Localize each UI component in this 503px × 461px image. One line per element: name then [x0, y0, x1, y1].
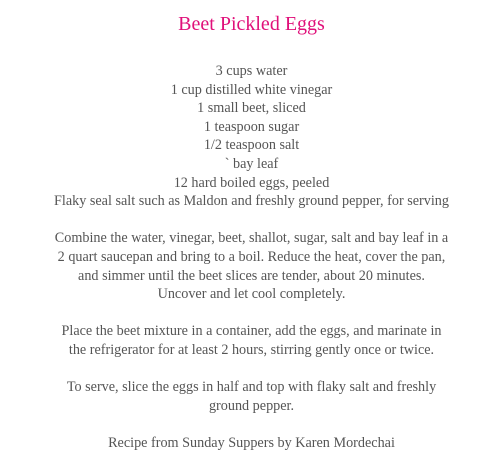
- ingredient-item: 1/2 teaspoon salt: [203, 137, 300, 154]
- instruction-line: Combine the water, vinegar, beet, shallot, sugar, salt and bay leaf in a: [54, 230, 449, 247]
- instruction-line: To serve, slice the eggs in half and top with flaky salt and freshly: [66, 379, 437, 396]
- ingredient-list: [0, 62, 503, 211]
- instruction-line: 2 quart saucepan and bring to a boil. Reduce the heat, cover the pan,: [57, 248, 446, 265]
- ingredient-item: 3 cups water: [215, 63, 288, 79]
- instruction-line: ground pepper.: [208, 397, 295, 414]
- instruction-line: and simmer until the beet slices are tender, about 20 minutes.: [78, 267, 425, 284]
- instruction-line: the refrigerator for at least 2 hours, stirring gently once or twice.: [68, 341, 435, 358]
- instruction-step-2: [0, 322, 503, 359]
- ingredient-item: 12 hard boiled eggs, peeled: [173, 174, 330, 191]
- ingredient-item: 1 small beet, sliced: [197, 100, 306, 117]
- ingredient-item: Flaky seal salt such as Maldon and freshly ground pepper, for serving: [53, 193, 449, 210]
- ingredient-item: ` bay leaf: [224, 155, 279, 172]
- recipe-title: Beet Pickled Eggs: [178, 13, 325, 35]
- instruction-line: Uncover and let cool completely.: [157, 286, 346, 303]
- instruction-step-1: [0, 229, 503, 303]
- recipe-source: Recipe from Sunday Suppers by Karen Mordechai: [108, 434, 395, 451]
- ingredient-item: 1 teaspoon sugar: [203, 118, 300, 135]
- instruction-line: Place the beet mixture in a container, add the eggs, and marinate in: [61, 323, 442, 340]
- ingredient-item: 1 cup distilled white vinegar: [170, 81, 333, 98]
- instruction-step-3: [0, 378, 503, 415]
